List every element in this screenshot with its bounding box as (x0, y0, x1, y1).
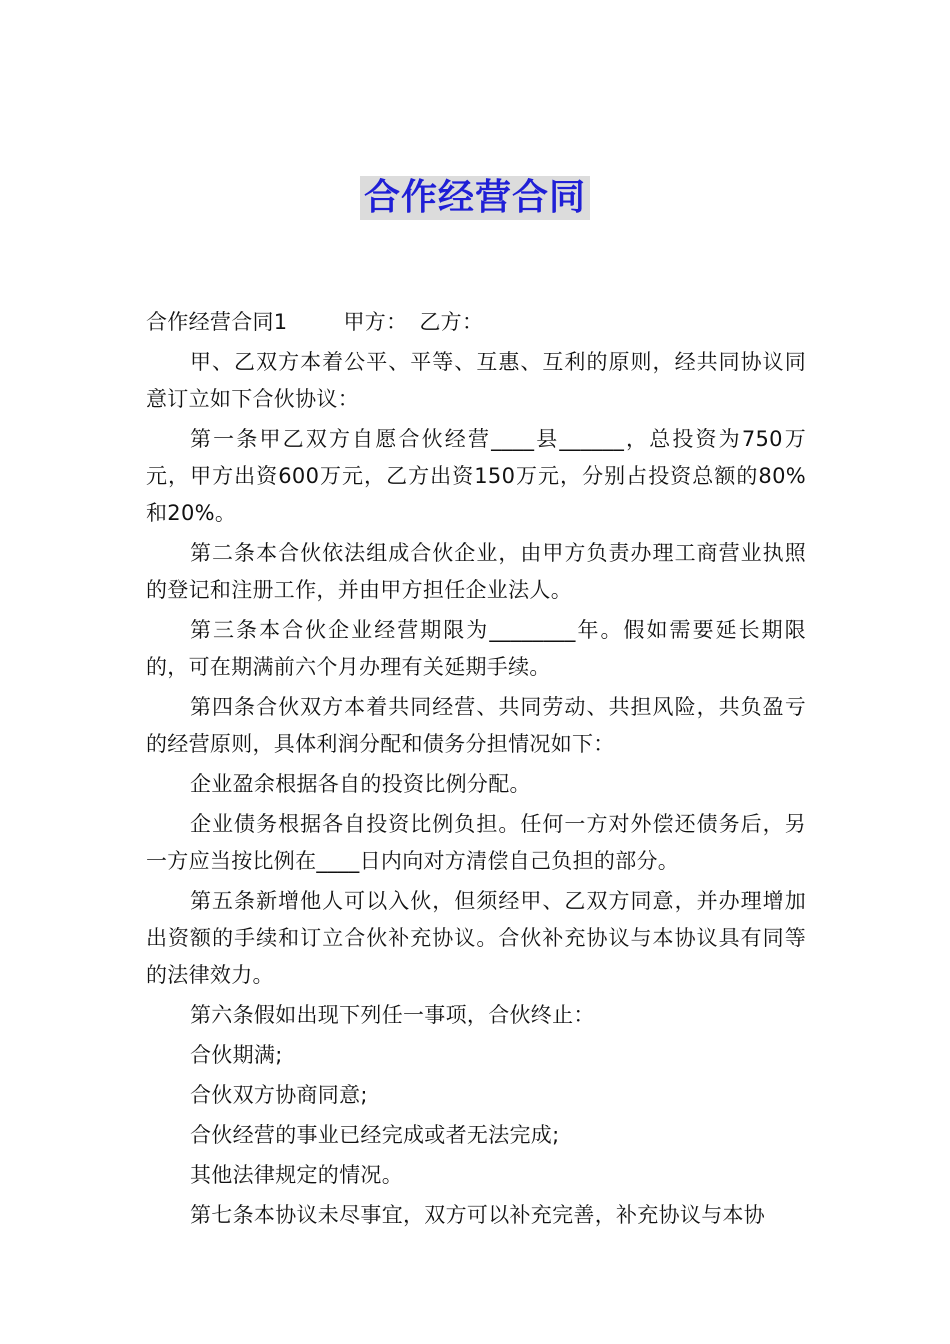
paragraph-article-3: 第三条本合伙企业经营期限为________年。假如需要延长期限的，可在期满前六个月办理有关延期手续。 (146, 618, 806, 679)
paragraph-article-5: 第五条新增他人可以入伙，但须经甲、乙双方同意，并办理增加出资额的手续和订立合伙补充协议。合伙补充协议与本协议具有同等的法律效力。 (146, 889, 806, 987)
paragraph-article-6: 第六条假如出现下列任一事项，合伙终止： (190, 1003, 595, 1027)
paragraph: 甲、乙双方本着公平、平等、互惠、互利的原则，经共同协议同意订立如下合伙协议： (146, 350, 806, 411)
header-line (146, 304, 806, 341)
party-a-label: 甲方： (343, 310, 408, 334)
list-item: 合伙经营的事业已经完成或者无法完成; (190, 1123, 560, 1147)
paragraph-article-4: 第四条合伙双方本着共同经营、共同劳动、共担风险，共负盈亏的经营原则，具体利润分配和债务分担情况如下： (146, 695, 806, 756)
paragraph-article-7: 第七条本协议未尽事宜，双方可以补充完善，补充协议与本协 (190, 1203, 766, 1227)
paragraph-article-2: 第二条本合伙依法组成合伙企业，由甲方负责办理工商营业执照的登记和注册工作，并由甲方担任企业法人。 (146, 541, 806, 602)
list-item: 其他法律规定的情况。 (190, 1163, 403, 1187)
paragraph: 企业债务根据各自投资比例负担。任何一方对外偿还债务后，另一方应当按比例在____日内向对方清偿自己负担的部分。 (146, 812, 806, 873)
doc-label: 合作经营合同1 (146, 310, 288, 334)
party-b-label: 乙方： (419, 310, 484, 334)
list-item: 合伙期满; (190, 1043, 283, 1067)
paragraph: 企业盈余根据各自的投资比例分配。 (190, 772, 531, 796)
title-container (0, 176, 950, 220)
document-title: 合作经营合同 (360, 176, 590, 220)
list-item: 合伙双方协商同意; (190, 1083, 368, 1107)
document-body (146, 304, 806, 1237)
paragraph-article-1: 第一条甲乙双方自愿合伙经营____县______，总投资为750万元，甲方出资600万元，乙方出资150万元，分别占投资总额的80%和20%。 (146, 427, 806, 525)
